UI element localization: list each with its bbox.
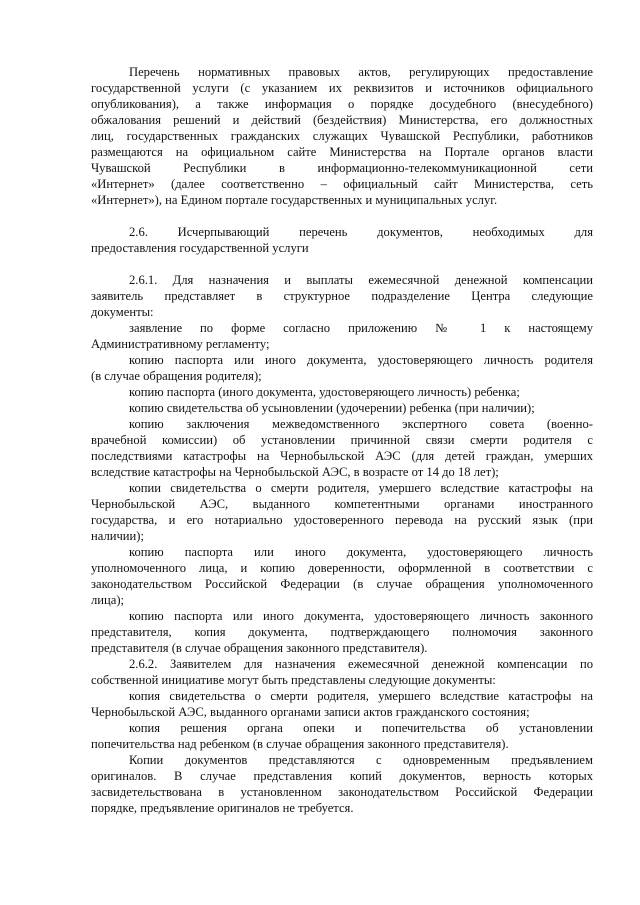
text-line: государства, и его нотариально удостоверенного перевода на русский язык (при: [91, 513, 593, 527]
text-line: уполномоченного лица, и копию доверенности, оформленной в соответствии с: [91, 561, 593, 575]
text-line: 2.6.1. Для назначения и выплаты ежемесячной денежной компенсации: [129, 273, 593, 287]
text-line: государственной услуги (с указанием их реквизитов и источников официального: [91, 81, 593, 95]
text-line: (в случае обращения родителя);: [91, 369, 262, 383]
text-line: предоставления государственной услуги: [91, 241, 309, 255]
text-line: законодательством Российской Федерации (в случае обращения уполномоченного: [91, 577, 593, 591]
text-line: 2.6. Исчерпывающий перечень документов, необходимых для: [129, 225, 593, 239]
text-line: размещаются на официальном сайте Министерства на Портале органов власти: [91, 145, 593, 159]
text-line: заявитель представляет в структурное подразделение Центра следующие: [91, 289, 593, 303]
text-line: копии свидетельства о смерти родителя, умершего вследствие катастрофы на: [129, 481, 593, 495]
text-line: засвидетельствована в установленном законодательством Российской Федерации: [91, 785, 593, 799]
text-line: представителя, копия документа, подтверждающего полномочия законного: [91, 625, 593, 639]
text-line: опубликования), а также информация о порядке досудебного (внесудебного): [91, 97, 593, 111]
text-line: последствиями катастрофы на Чернобыльской АЭС (для детей граждан, умерших: [91, 449, 593, 463]
text-line: Чувашской Республики в информационно-телекоммуникационной сети: [91, 161, 593, 175]
text-line: Перечень нормативных правовых актов, регулирующих предоставление: [129, 65, 593, 79]
text-line: заявление по форме согласно приложению № 1 к настоящему: [129, 321, 593, 335]
text-line: Административному регламенту;: [91, 337, 270, 351]
text-line: Чернобыльской АЭС, выданного компетентными органами иностранного: [91, 497, 593, 511]
text-line: копию заключения межведомственного экспертного совета (военно-: [129, 417, 593, 431]
text-line: врачебной комиссии) об установлении причинной связи смерти родителя с: [91, 433, 593, 447]
text-line: копию паспорта или иного документа, удостоверяющего личность законного: [129, 609, 593, 623]
text-line: «Интернет» (далее соответственно – официальный сайт Министерства, сеть: [91, 177, 593, 191]
text-line: копию свидетельства об усыновлении (удочерении) ребенка (при наличии);: [129, 401, 535, 415]
text-line: документы:: [91, 305, 154, 319]
text-line: копию паспорта или иного документа, удостоверяющего личность: [129, 545, 593, 559]
text-line: вследствие катастрофы на Чернобыльской АЭС, в возрасте от 14 до 18 лет);: [91, 465, 499, 479]
text-line: копию паспорта или иного документа, удостоверяющего личность родителя: [129, 353, 593, 367]
text-line: обжалования решений и действий (бездействия) Министерства, его должностных: [91, 113, 593, 127]
text-line: 2.6.2. Заявителем для назначения ежемесячной денежной компенсации по: [129, 657, 593, 671]
text-line: наличии);: [91, 529, 144, 543]
text-line: попечительства над ребенком (в случае обращения законного представителя).: [91, 737, 509, 751]
text-line: лиц, государственных гражданских служащих Чувашской Республики, работников: [91, 129, 593, 143]
text-line: «Интернет»), на Едином портале государственных и муниципальных услуг.: [91, 193, 498, 207]
text-line: порядке, предъявление оригиналов не требуется.: [91, 801, 354, 815]
text-line: копия свидетельства о смерти родителя, умершего вследствие катастрофы на: [129, 689, 593, 703]
text-line: копию паспорта (иного документа, удостоверяющего личность) ребенка;: [129, 385, 520, 399]
text-line: Чернобыльской АЭС, выданного органами записи актов гражданского состояния;: [91, 705, 530, 719]
text-line: оригиналов. В случае представления копий документов, верность которых: [91, 769, 593, 783]
text-line: представителя (в случае обращения законного представителя).: [91, 641, 428, 655]
text-line: собственной инициативе могут быть представлены следующие документы:: [91, 673, 496, 687]
text-line: Копии документов представляются с одновременным предъявлением: [129, 753, 593, 767]
text-line: лица);: [91, 593, 125, 607]
text-line: копия решения органа опеки и попечительства об установлении: [129, 721, 593, 735]
